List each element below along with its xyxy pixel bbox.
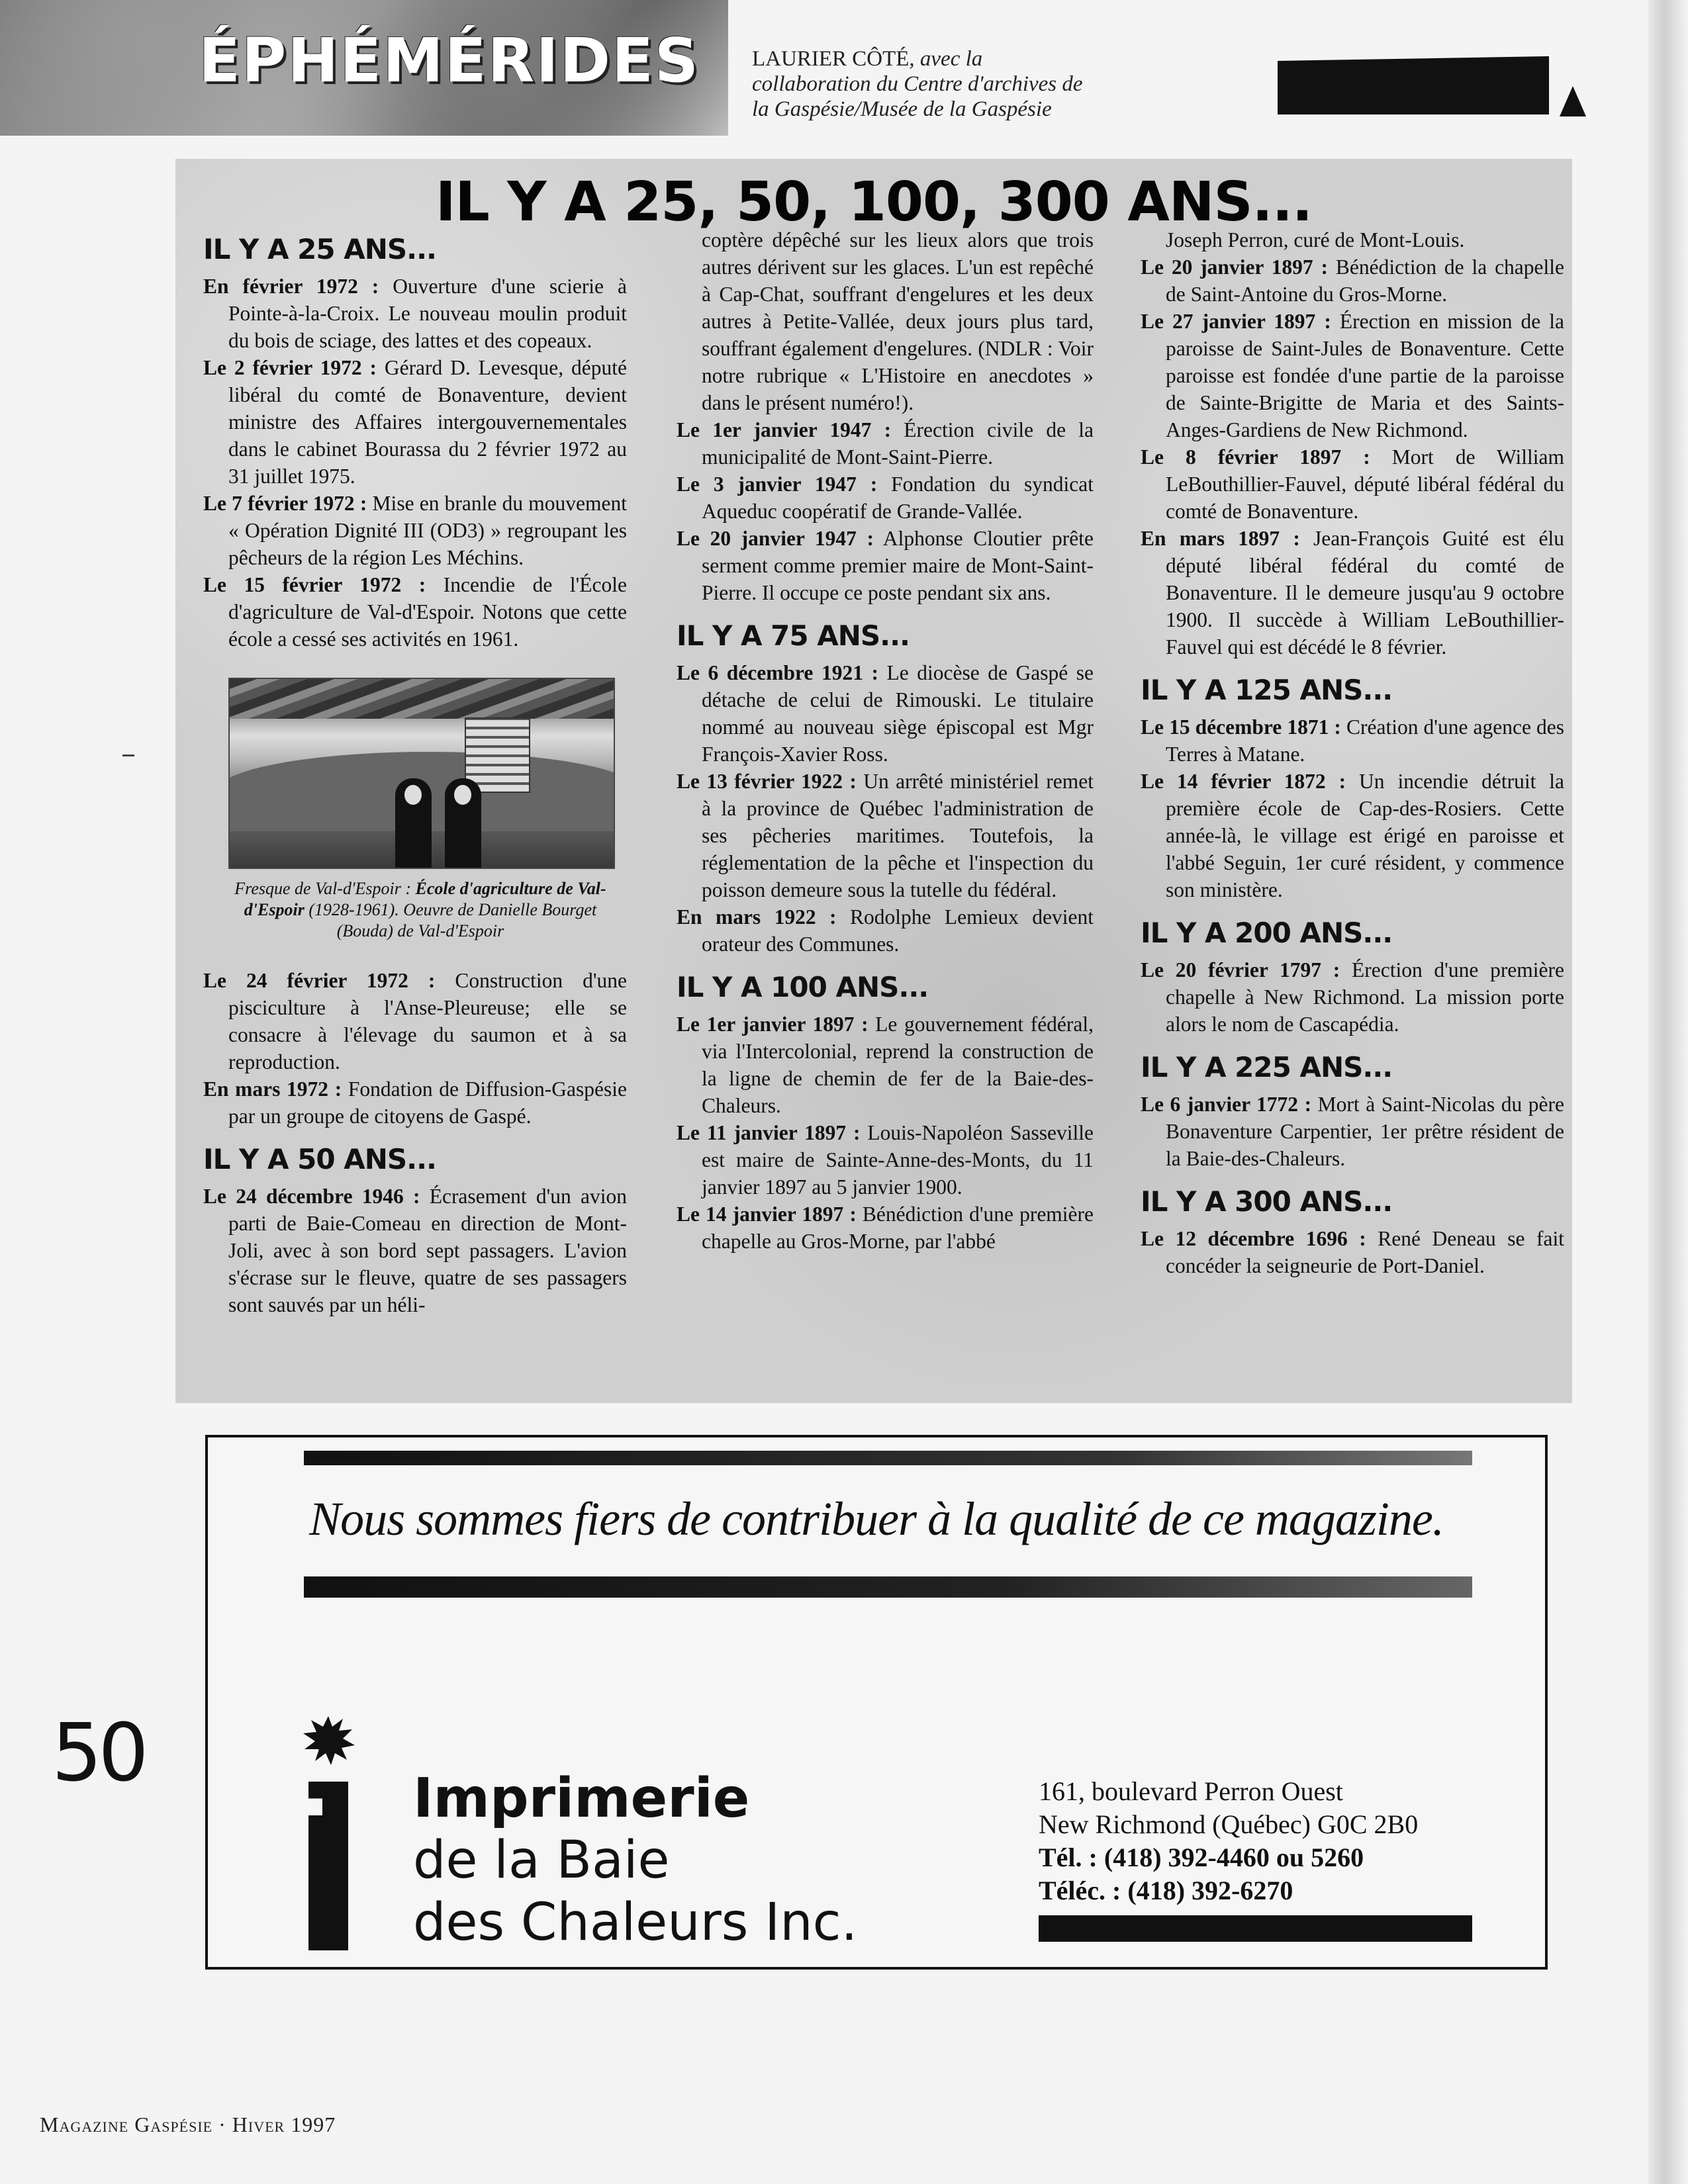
entry-text: Louis-Napoléon Sasseville est maire de Sainte-Anne-des-Monts, du 11 janvier 1897 au 5 janvier 1900. [702, 1121, 1094, 1199]
entry-date: En mars 1922 : [677, 905, 837, 929]
entry-date: Le 20 janvier 1947 : [677, 527, 874, 550]
entry-date: Le 11 janvier 1897 : [677, 1121, 861, 1144]
entry [203, 1183, 627, 1318]
page-spine-shadow [1648, 0, 1688, 2184]
entry-date: Le 8 février 1897 : [1141, 445, 1370, 469]
entry-text: Mort à Saint-Nicolas du père Bonaventure Carpentier, 1er prêtre résident de la Baie-des-Chaleurs. [1166, 1093, 1564, 1170]
photo-caption [228, 878, 612, 942]
entry-date: Le 6 janvier 1772 : [1141, 1093, 1312, 1116]
entry-text: Érection d'une première chapelle à New Richmond. La mission porte alors le nom de Cascapédia. [1166, 958, 1564, 1036]
entry [1141, 253, 1564, 308]
ad-rule-top [304, 1451, 1472, 1465]
header-decoration-triangle [1560, 86, 1586, 116]
company-name-line3: des Chaleurs Inc. [413, 1893, 858, 1952]
section-heading: IL Y A 225 ANS... [1141, 1051, 1393, 1083]
entry-text: Alphonse Cloutier prête serment comme premier maire de Mont-Saint-Pierre. Il occupe ce poste pendant six ans. [702, 527, 1094, 604]
entry-text: Le diocèse de Gaspé se détache de celui de Rimouski. Le titulaire nommé au nouveau siège épiscopal est Mgr François-Xavier Ross. [702, 661, 1094, 766]
entry-date: Le 7 février 1972 : [203, 492, 367, 515]
entry-text: Un arrêté ministériel remet à la province de Québec l'administration de ses pêcheries maritimes. Toutefois, la réglementation de la pêche et l'inspection du poisson demeure sous la tutelle du fédéral. [702, 770, 1094, 901]
entry [677, 471, 1094, 525]
caption-bold: École d'agriculture de Val-d'Espoir [244, 879, 606, 919]
entry-text: Mort de William LeBouthillier-Fauvel, député libéral fédéral du comté de Bonaventure. [1166, 445, 1564, 523]
caption-prefix: Fresque de Val-d'Espoir : [234, 879, 416, 898]
header-decoration-bar [1278, 56, 1549, 114]
entry [677, 659, 1094, 768]
column-2 [677, 226, 1094, 1255]
entry-text: Un incendie détruit la première école de Cap-des-Rosiers. Cette année-là, le village est érigé en paroisse et l'abbé Seguin, 1er curé résident, y commence son ministère. [1166, 770, 1564, 901]
entry-date: Le 6 décembre 1921 : [677, 661, 878, 684]
entry [677, 416, 1094, 471]
entry-text: Incendie de l'École d'agriculture de Val-d'Espoir. Notons que cette école a cessé ses activités en 1961. [228, 573, 627, 651]
article-panel [175, 159, 1572, 1403]
company-address [1039, 1775, 1502, 1907]
company-logo-icon [301, 1712, 357, 1977]
entry [1141, 713, 1564, 768]
column-1 [203, 232, 627, 1318]
printer-advertisement [205, 1435, 1548, 1970]
company-name-line2: de la Baie [413, 1831, 670, 1890]
entry [203, 967, 627, 1075]
scan-mark [122, 754, 134, 756]
entry [203, 571, 627, 653]
fax-number: Téléc. : (418) 392-6270 [1039, 1876, 1293, 1905]
caption-suffix: (1928-1961). Oeuvre de Danielle Bourget (Bouda) de Val-d'Espoir [304, 900, 597, 940]
section-banner [0, 0, 728, 136]
entry [203, 354, 627, 490]
photo-person [445, 778, 481, 869]
entry [1141, 956, 1564, 1038]
entry-date: Le 20 février 1797 : [1141, 958, 1340, 981]
entry [1141, 308, 1564, 443]
section-heading: IL Y A 200 ANS... [1141, 917, 1393, 949]
entry-text: Fondation du syndicat Aqueduc coopératif de Grande-Vallée. [702, 473, 1094, 523]
entry-date: Le 12 décembre 1696 : [1141, 1227, 1366, 1250]
entry-text: René Deneau se fait concéder la seigneurie de Port-Daniel. [1166, 1227, 1564, 1277]
entry [203, 1075, 627, 1130]
entry-text: Le gouvernement fédéral, via l'Intercolonial, reprend la construction de la ligne de chemin de fer de la Baie-des-Chaleurs. [702, 1013, 1094, 1117]
ad-rule-middle [304, 1576, 1472, 1598]
ad-slogan: Nous sommes fiers de contribuer à la qualité de ce magazine. [309, 1492, 1444, 1545]
entry-date: En mars 1972 : [203, 1077, 342, 1101]
ad-rule-bottom [1039, 1915, 1472, 1942]
entry-text: Construction d'une pisciculture à l'Anse-Pleureuse; elle se consacre à l'élevage du saumon et à sa reproduction. [228, 969, 627, 1073]
entry-text: Érection en mission de la paroisse de Saint-Jules de Bonaventure. Cette paroisse est fondée d'une partie de la paroisse de Sainte-Brigitte de Maria et des Saints-Anges-Gardiens de New Richmond. [1166, 310, 1565, 441]
entry-text: Jean-François Guité est élu député libéral fédéral du comté de Bonaventure. Il le demeure jusqu'au 9 octobre 1900. Il succède à William LeBouthillier-Fauvel qui est décédé le 8 février. [1166, 527, 1564, 659]
entry-text: Mise en branle du mouvement « Opération Dignité III (OD3) » regroupant les pêcheurs de la région Les Méchins. [228, 492, 627, 569]
entry-text: Fondation de Diffusion-Gaspésie par un groupe de citoyens de Gaspé. [228, 1077, 628, 1128]
entry-text: Érection civile de la municipalité de Mont-Saint-Pierre. [702, 418, 1094, 469]
section-heading: IL Y A 100 ANS... [677, 971, 929, 1003]
company-name-line1: Imprimerie [413, 1767, 750, 1830]
entry-text: Ouverture d'une scierie à Pointe-à-la-Croix. Le nouveau moulin produit du bois de sciage, des lattes et des copeaux. [228, 275, 627, 352]
entry-date: Le 1er janvier 1947 : [677, 418, 892, 441]
photo-person [395, 778, 432, 869]
entry-continuation: coptère dépêché sur les lieux alors que trois autres dérivent sur les glaces. L'un est repêché à Cap-Chat, souffrant d'engelures et les deux autres à Petite-Vallée, deux jours plus tard, souffrant également d'engelures. (NDLR : Voir notre rubrique « L'Histoire en anecdotes » dans le présent numéro!). [702, 228, 1094, 414]
entry-text: Création d'une agence des Terres à Matane. [1166, 715, 1564, 766]
entry-date: Le 15 décembre 1871 : [1141, 715, 1341, 739]
entry-text: Rodolphe Lemieux devient orateur des Communes. [702, 905, 1094, 956]
fresco-photo [228, 678, 615, 869]
section-title: ÉPHÉMÉRIDES [199, 25, 700, 96]
photo-sky [230, 679, 614, 719]
entry-date: Le 24 décembre 1946 : [203, 1185, 420, 1208]
entry-date: Le 3 janvier 1947 : [677, 473, 878, 496]
logo-stem [308, 1782, 348, 1950]
entry [677, 903, 1094, 958]
entry-text: Bénédiction de la chapelle de Saint-Antoine du Gros-Morne. [1166, 255, 1564, 306]
entry [1141, 525, 1564, 660]
page-number: 50 [52, 1707, 145, 1799]
company-name [413, 1768, 1009, 1954]
entry-date: En mars 1897 : [1141, 527, 1300, 550]
section-heading: IL Y A 50 ANS... [203, 1143, 437, 1175]
entry [677, 1201, 1094, 1255]
entry [203, 490, 627, 571]
byline-name: LAURIER CÔTÉ [752, 47, 910, 71]
section-heading: IL Y A 125 ANS... [1141, 674, 1393, 706]
section-heading: IL Y A 75 ANS... [677, 619, 910, 652]
entry-date: En février 1972 : [203, 275, 379, 298]
entry [1141, 1091, 1564, 1172]
entry-date: Le 13 février 1922 : [677, 770, 857, 793]
entry-text: Bénédiction d'une première chapelle au Gros-Morne, par l'abbé [702, 1203, 1094, 1253]
byline-text: , avec la collaboration du Centre d'archives de la Gaspésie/Musée de la Gaspésie [752, 47, 1083, 121]
footer-publication: Magazine Gaspésie · Hiver 1997 [40, 2113, 336, 2136]
entry [1141, 768, 1564, 903]
byline [752, 46, 1096, 122]
article-title: IL Y A 25, 50, 100, 300 ANS... [435, 171, 1313, 234]
entry-date: Le 1er janvier 1897 : [677, 1013, 868, 1036]
column-3 [1141, 226, 1564, 1279]
entry-date: Le 15 février 1972 : [203, 573, 426, 596]
section-heading: IL Y A 300 ANS... [1141, 1185, 1393, 1218]
address-city: New Richmond (Québec) G0C 2B0 [1039, 1809, 1419, 1839]
entry [1141, 1225, 1564, 1279]
entry-date: Le 2 février 1972 : [203, 356, 377, 379]
section-heading: IL Y A 25 ANS... [203, 233, 437, 265]
address-street: 161, boulevard Perron Ouest [1039, 1776, 1343, 1806]
entry-date: Le 27 janvier 1897 : [1141, 310, 1331, 333]
entry-date: Le 24 février 1972 : [203, 969, 436, 992]
entry-text: Écrasement d'un avion parti de Baie-Comeau en direction de Mont-Joli, avec à son bord sept passagers. L'avion s'écrase sur le fleuve, quatre de ses passagers sont sauvés par un héli- [228, 1185, 627, 1316]
entry [677, 1011, 1094, 1119]
entry-text: Gérard D. Levesque, député libéral du comté de Bonaventure, devient ministre des Affaires intergouvernementales dans le cabinet Bourassa du 2 février 1972 au 31 juillet 1975. [228, 356, 627, 488]
entry [1141, 443, 1564, 525]
ink-splat-icon [301, 1712, 357, 1768]
entry [677, 768, 1094, 903]
entry [677, 1119, 1094, 1201]
phone-number: Tél. : (418) 392-4460 ou 5260 [1039, 1843, 1364, 1872]
entry [203, 273, 627, 354]
entry [677, 525, 1094, 606]
entry-date: Le 14 février 1872 : [1141, 770, 1346, 793]
entry-date: Le 20 janvier 1897 : [1141, 255, 1329, 279]
entry-date: Le 14 janvier 1897 : [677, 1203, 857, 1226]
entry-continuation: Joseph Perron, curé de Mont-Louis. [1166, 228, 1465, 251]
